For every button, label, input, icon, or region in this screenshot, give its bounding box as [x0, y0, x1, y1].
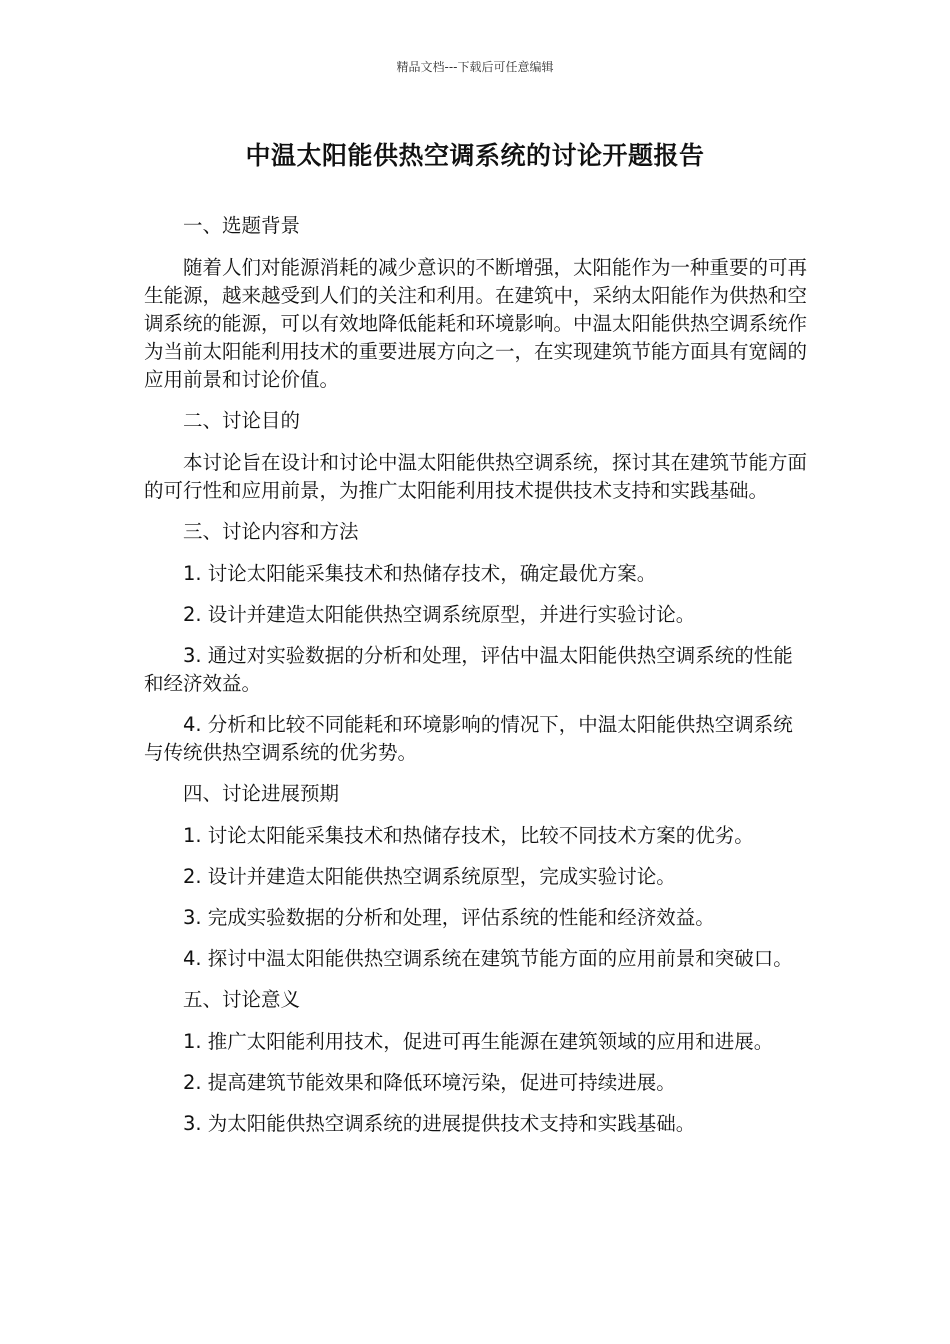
section-heading-significance: 五、讨论意义: [183, 988, 301, 1011]
content-item-4: 4. 分析和比较不同能耗和环境影响的情况下，中温太阳能供热空调系统与传统供热空调系统的优劣势。: [144, 713, 793, 764]
content-item-1: 1. 讨论太阳能采集技术和热储存技术，确定最优方案。: [183, 562, 657, 585]
expected-item-1: 1. 讨论太阳能采集技术和热储存技术，比较不同技术方案的优劣。: [183, 824, 754, 847]
section-heading-purpose: 二、讨论目的: [183, 409, 301, 432]
expected-item-4: 4. 探讨中温太阳能供热空调系统在建筑节能方面的应用前景和突破口。: [183, 947, 793, 970]
significance-item-3: 3. 为太阳能供热空调系统的进展提供技术支持和实践基础。: [183, 1112, 696, 1135]
background-paragraph: 随着人们对能源消耗的减少意识的不断增强，太阳能作为一种重要的可再生能源，越来越受到人们的关注和利用。在建筑中，采纳太阳能作为供热和空调系统的能源，可以有效地降低能耗和环境影响。中温太阳能供热空调系统作为当前太阳能利用技术的重要进展方向之一，在实现建筑节能方面具有宽阔的应用前景和讨论价值。: [144, 256, 808, 391]
purpose-paragraph: 本讨论旨在设计和讨论中温太阳能供热空调系统，探讨其在建筑节能方面的可行性和应用前景，为推广太阳能利用技术提供技术支持和实践基础。: [144, 451, 808, 502]
document-body: [144, 212, 808, 1151]
section-heading-expected: 四、讨论进展预期: [183, 782, 340, 805]
header-note: 精品文档---下载后可任意编辑: [396, 60, 554, 74]
significance-item-1: 1. 推广太阳能利用技术，促进可再生能源在建筑领域的应用和进展。: [183, 1030, 774, 1053]
content-item-3: 3. 通过对实验数据的分析和处理，评估中温太阳能供热空调系统的性能和经济效益。: [144, 644, 793, 695]
expected-item-2: 2. 设计并建造太阳能供热空调系统原型，完成实验讨论。: [183, 865, 676, 888]
significance-item-2: 2. 提高建筑节能效果和降低环境污染，促进可持续进展。: [183, 1071, 676, 1094]
document-title: 中温太阳能供热空调系统的讨论开题报告: [245, 141, 705, 170]
section-heading-content: 三、讨论内容和方法: [183, 520, 359, 543]
section-heading-background: 一、选题背景: [183, 214, 301, 237]
expected-item-3: 3. 完成实验数据的分析和处理，评估系统的性能和经济效益。: [183, 906, 715, 929]
content-item-2: 2. 设计并建造太阳能供热空调系统原型，并进行实验讨论。: [183, 603, 696, 626]
